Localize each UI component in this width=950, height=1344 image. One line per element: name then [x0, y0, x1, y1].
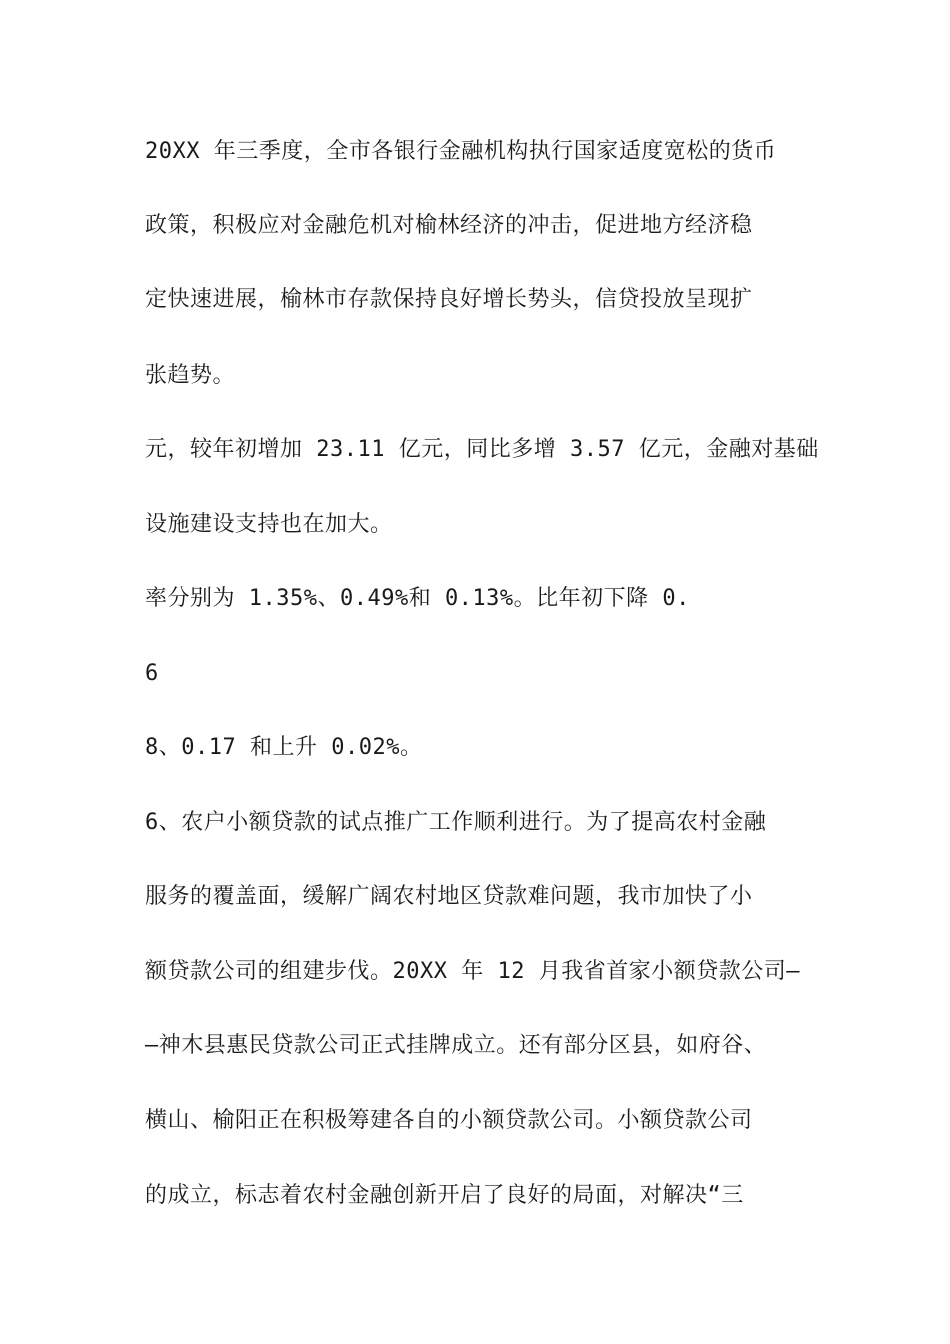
text-line-8: 6: [145, 661, 159, 686]
text-line-10: 6、农户小额贷款的试点推广工作顺利进行。为了提高农村金融: [145, 810, 767, 835]
text-line-1: 20XX 年三季度，全市各银行金融机构执行国家适度宽松的货币: [145, 139, 777, 164]
text-line-5: 元，较年初增加 23.11 亿元，同比多增 3.57 亿元，金融对基础: [145, 437, 819, 462]
text-line-12: 额贷款公司的组建步伐。20XX 年 12 月我省首家小额贷款公司—: [145, 959, 800, 984]
text-line-15: 的成立，标志着农村金融创新开启了良好的局面，对解决“三: [145, 1183, 744, 1208]
text-line-7: 率分别为 1.35%、0.49%和 0.13%。比年初下降 0.: [145, 586, 690, 611]
text-line-2: 政策，积极应对金融危机对榆林经济的冲击，促进地方经济稳: [145, 213, 753, 238]
text-line-3: 定快速进展，榆林市存款保持良好增长势头，信贷投放呈现扩: [145, 287, 753, 312]
text-line-11: 服务的覆盖面，缓解广阔农村地区贷款难问题，我市加快了小: [145, 884, 753, 909]
text-line-14: 横山、榆阳正在积极筹建各自的小额贷款公司。小额贷款公司: [145, 1108, 753, 1133]
text-line-4: 张趋势。: [145, 363, 236, 388]
text-line-6: 设施建设支持也在加大。: [145, 512, 393, 537]
text-line-13: —神木县惠民贷款公司正式挂牌成立。还有部分区县，如府谷、: [145, 1033, 767, 1058]
text-line-9: 8、0.17 和上升 0.02%。: [145, 735, 423, 760]
